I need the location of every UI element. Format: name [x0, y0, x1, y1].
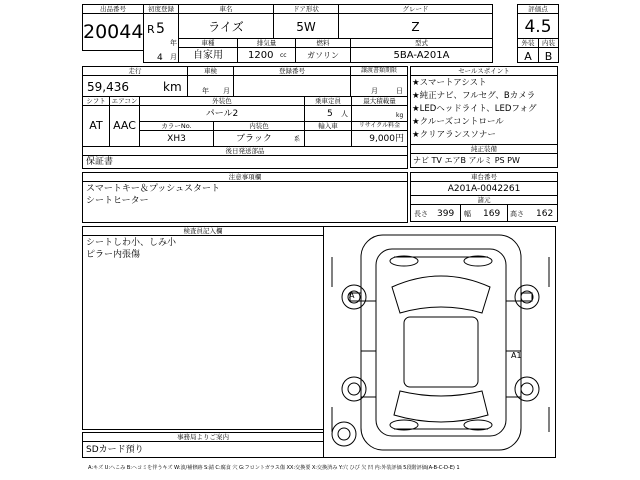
- reg-year-unit: 年: [170, 39, 177, 47]
- inspect-year-unit: 年: [202, 87, 209, 95]
- plate-cell: [233, 75, 351, 97]
- fuel-label: 燃料: [316, 39, 330, 47]
- shift-cell: [82, 105, 110, 147]
- selling-point-4: ★クルーズコントロール: [412, 117, 504, 127]
- recycle-label: リサイクル料金: [358, 122, 401, 129]
- inspect-label: 車検: [204, 67, 217, 75]
- reg-era: R: [147, 23, 155, 36]
- length-label: 長さ: [414, 210, 428, 218]
- office-note: SDカード預り: [86, 445, 144, 455]
- shift: AT: [89, 119, 103, 132]
- reg-year: 5: [156, 21, 165, 37]
- first-reg-cell: [143, 13, 179, 63]
- int-color: ブラック: [236, 134, 272, 144]
- mileage-label: 走行: [128, 67, 142, 75]
- score-label: 評価点: [528, 5, 548, 13]
- selling-point-5: ★クリアランスソナー: [412, 130, 496, 140]
- equipment-line-2: シートヒーター: [86, 196, 149, 206]
- width-label: 幅: [464, 210, 471, 218]
- import-label: 輸入車: [318, 122, 338, 130]
- first-reg-label: 初度登録: [148, 5, 174, 13]
- std-equipment: ナビ TV エアB アルミ PS PW: [413, 156, 520, 165]
- ac-label: エアコン: [111, 97, 138, 105]
- capacity-cell: [304, 105, 352, 122]
- grade: Z: [411, 20, 420, 34]
- doors: 5W: [296, 20, 316, 34]
- inspect-month-unit: 月: [223, 87, 230, 95]
- cc-unit: cc: [280, 52, 287, 59]
- ac: AAC: [113, 119, 136, 132]
- chassis-label: 車台番号: [471, 173, 497, 181]
- cc-cell: [237, 47, 296, 63]
- reg-month: 4: [157, 53, 163, 63]
- selling-point-1: ★スマートアシスト: [412, 78, 487, 88]
- recycle-date-cell: [350, 75, 408, 97]
- load-label: 最大積載量: [363, 97, 396, 105]
- color-cell: [139, 105, 305, 122]
- int-label: 内装: [542, 39, 555, 47]
- damage-mark-a: A: [349, 291, 355, 300]
- capacity: 5: [327, 109, 333, 119]
- height-label: 高さ: [510, 210, 524, 218]
- reg-month-unit: 月: [170, 53, 177, 61]
- int-color-label: 内装色: [249, 122, 269, 130]
- office-label: 事務局よりご案内: [177, 433, 229, 441]
- chassis-cell: [410, 181, 558, 196]
- car-name: ライズ: [208, 20, 244, 34]
- import-cell: [304, 130, 352, 147]
- ext-grade-cell: [517, 47, 539, 63]
- color-no-label: カラーNo.: [161, 122, 192, 130]
- load-cell: [351, 105, 408, 122]
- height: 162: [536, 209, 554, 219]
- selling-cell: [410, 75, 558, 145]
- inspector-cell: [82, 235, 324, 430]
- dims-divider-2: [507, 205, 508, 222]
- grade-label: グレード: [402, 5, 429, 13]
- ac-cell: [109, 105, 140, 147]
- std-cell: [410, 153, 558, 168]
- cc-label: 排気量: [256, 39, 277, 47]
- selling-point-3: ★LEDヘッドライト、LEDフォグ: [412, 104, 537, 114]
- length: 399: [437, 209, 455, 219]
- plate-label: 登録番号: [279, 67, 305, 75]
- recycle-fee: 9,000円: [369, 134, 404, 144]
- doors-cell: [273, 13, 339, 39]
- recycle-fee-cell: [351, 130, 408, 147]
- recycle-month-unit: 月: [371, 87, 378, 95]
- office-cell: [82, 441, 324, 458]
- after-parts-cell: [82, 155, 408, 169]
- color-label: 外装色: [212, 97, 232, 105]
- model: 5BA-A201A: [393, 50, 450, 61]
- color: パール2: [205, 109, 239, 119]
- lot-no: 20044: [83, 21, 144, 43]
- damage-diagram: [323, 226, 556, 458]
- std-label: 純正装備: [471, 145, 497, 153]
- inspector-label: 検査員記入欄: [183, 227, 223, 235]
- score: 4.5: [524, 17, 552, 37]
- selling-label: セールスポイント: [458, 67, 510, 75]
- capacity-label: 乗車定員: [315, 97, 341, 105]
- capacity-unit: 人: [341, 110, 348, 118]
- load-unit: kg: [396, 112, 404, 119]
- grade-cell: [338, 13, 493, 39]
- car-name-label: 車名: [219, 5, 233, 13]
- legend-text: A:キズ U:へこみ B:ヘコミを伴うキズ W:波/補修跡 S:錆 C:腐食 穴 G:フロントガラス傷 XX:交換要 X:交換済み Y:穴 ひび 欠 凹 内:外装評価 5段階評価(A-B-C-D-E) 1: [88, 465, 460, 471]
- fuel: ガソリン: [307, 51, 339, 60]
- color-no-cell: [139, 130, 214, 147]
- dims-divider-1: [460, 205, 461, 222]
- mileage: 59,436: [87, 80, 129, 94]
- model-label: 型式: [415, 39, 428, 47]
- int-grade: B: [544, 50, 553, 63]
- equipment-cell: [82, 181, 408, 223]
- damage-mark-a1: A1: [511, 351, 522, 360]
- usage-label: 車種: [201, 39, 215, 47]
- cc: 1200: [248, 50, 274, 61]
- mileage-cell: [82, 75, 188, 97]
- recycle-date-label: 譲渡書類期限: [360, 67, 397, 74]
- mileage-unit: km: [163, 80, 182, 94]
- fuel-cell: [295, 47, 351, 63]
- dims-label: 諸元: [477, 196, 491, 204]
- equipment-line-1: スマートキー＆プッシュスタート: [86, 184, 221, 194]
- shift-label: シフト: [86, 97, 106, 105]
- inspect-cell: [187, 75, 234, 97]
- usage-cell: [178, 47, 238, 63]
- car-name-cell: [178, 13, 274, 39]
- ext-grade: A: [524, 50, 532, 63]
- inspector-note-2: ピラー内張傷: [86, 250, 141, 260]
- usage: 自家用: [193, 50, 223, 61]
- doors-label: ドア形状: [293, 5, 319, 13]
- color-no: XH3: [167, 134, 186, 144]
- wheel-icons: [324, 227, 557, 459]
- int-color-cell: [213, 130, 305, 147]
- int-color-suffix: 系: [294, 136, 301, 143]
- int-grade-cell: [538, 47, 559, 63]
- recycle-day-unit: 日: [396, 87, 403, 95]
- inspector-note-1: シートしわ小、しみ小: [86, 238, 177, 248]
- selling-point-2: ★純正ナビ、フルセグ、Bカメラ: [412, 91, 536, 101]
- after-parts-label: 後日発送部品: [225, 147, 265, 155]
- width: 169: [483, 209, 501, 219]
- ext-label: 外装: [521, 39, 535, 47]
- chassis: A201A-0042261: [447, 184, 521, 194]
- dims-cell: [410, 204, 558, 222]
- model-cell: [350, 47, 493, 63]
- equipment-label: 注意事項欄: [228, 173, 262, 181]
- lot-no-label: 出品番号: [100, 5, 126, 13]
- after-parts: 保証書: [86, 157, 114, 167]
- lot-no-cell: [82, 13, 144, 51]
- score-cell: [517, 13, 559, 39]
